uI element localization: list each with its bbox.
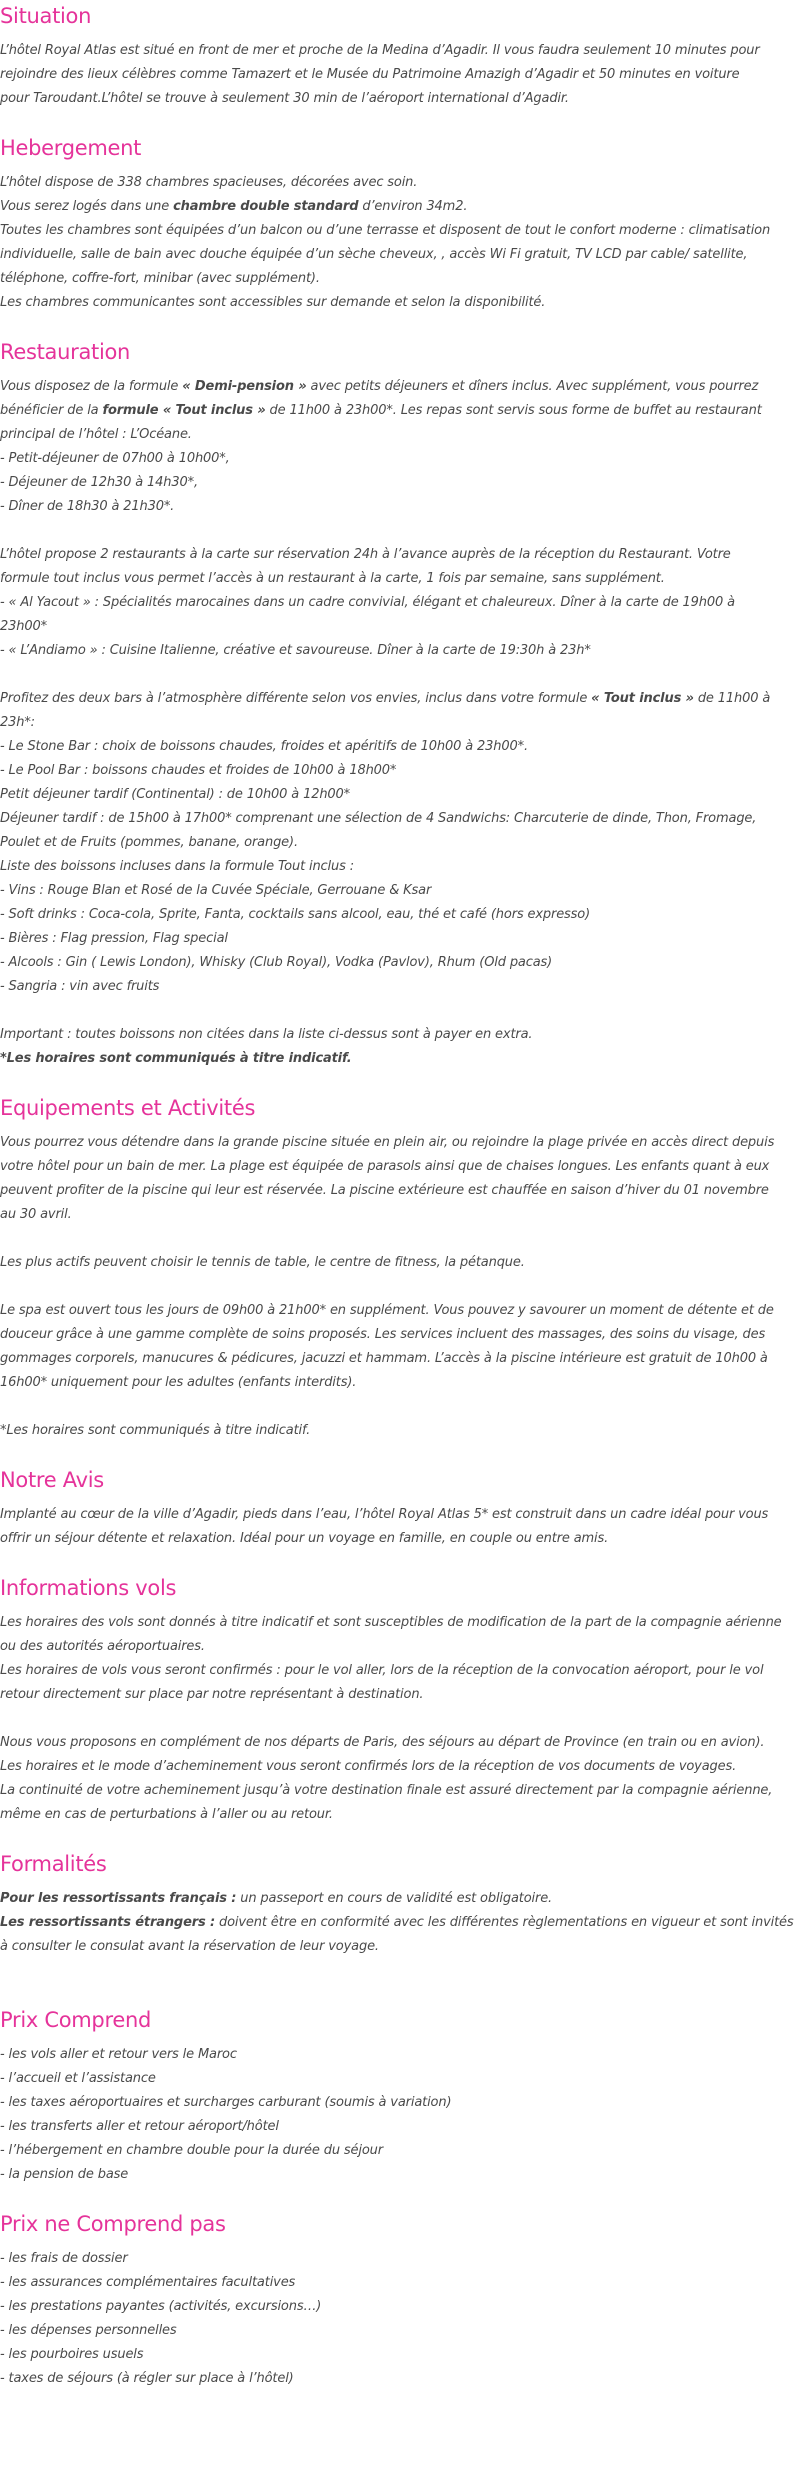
text-line: 23h*: [0,715,35,730]
text-line: - Le Stone Bar : choix de boissons chaudes, froides et apéritifs de 10h00 à 23h00*. [0,739,528,754]
text-line: Important : toutes boissons non citées dans la liste ci-dessus sont à payer en extra. [0,1027,533,1042]
text-line: individuelle, salle de bain avec douche équipée d’un sèche cheveux, , accès Wi Fi gratuit, TV LCD par cable/ satellite, [0,247,748,262]
text-line: douceur grâce à une gamme complète de soins proposés. Les services incluent des massages, des soins du visage, des [0,1327,766,1342]
section-title-avis: Notre Avis [0,1468,104,1492]
prix-ne-comprend-list [0,2247,758,2391]
text-line: Toutes les chambres sont équipées d’un balcon ou d’une terrasse et disposent de tout le confort moderne : climatisation [0,223,771,238]
section-title-formalites: Formalités [0,1852,107,1876]
text-line: L’hôtel propose 2 restaurants à la carte sur réservation 24h à l’avance auprès de la réception du Restaurant. Votre [0,547,731,562]
prix-comprend-list [0,2043,758,2187]
text-line: formule tout inclus vous permet l’accès à un restaurant à la carte, 1 fois par semaine, sans supplément. [0,571,665,586]
text-line: Les horaires et le mode d’acheminement vous seront confirmés lors de la réception de vos documents de voyages. [0,1759,737,1774]
text-line: Les plus actifs peuvent choisir le tennis de table, le centre de fitness, la pétanque. [0,1255,525,1270]
list-item: - les prestations payantes (activités, excursions…) [0,2299,322,2314]
text-line: principal de l’hôtel : L’Océane. [0,427,192,442]
text-line: Vous serez logés dans une chambre double standard d’environ 34m2. [0,199,468,214]
text-line: Les horaires de vols vous seront confirmés : pour le vol aller, lors de la réception de la convocation aéroport, pour le vol [0,1663,764,1678]
text-line: - Vins : Rouge Blan et Rosé de la Cuvée Spéciale, Gerrouane & Ksar [0,883,432,898]
restauration-text [0,375,771,1071]
list-item: - taxes de séjours (à régler sur place à l’hôtel) [0,2371,294,2386]
list-item: - les transferts aller et retour aéroport/hôtel [0,2119,279,2134]
text-line: - Sangria : vin avec fruits [0,979,160,994]
text-line: Vous pourrez vous détendre dans la grande piscine située en plein air, ou rejoindre la plage privée en accès direct depuis [0,1135,775,1150]
text-line: votre hôtel pour un bain de mer. La plage est équipée de parasols ainsi que de chaises longues. Les enfants quant à eux [0,1159,770,1174]
list-item: - les pourboires usuels [0,2347,144,2362]
avis-text [0,1503,769,1551]
text-line: *Les horaires sont communiqués à titre indicatif. [0,1423,311,1438]
text-line: - « L’Andiamo » : Cuisine Italienne, créative et savoureuse. Dîner à la carte de 19:30h à 23h* [0,643,591,658]
text-line: Implanté au cœur de la ville d’Agadir, pieds dans l’eau, l’hôtel Royal Atlas 5* est construit dans un cadre idéal pour vous [0,1507,769,1522]
text-line: - Soft drinks : Coca-cola, Sprite, Fanta, cocktails sans alcool, eau, thé et café (hors expresso) [0,907,591,922]
text-line: ou des autorités aéroportuaires. [0,1639,205,1654]
section-title-hebergement: Hebergement [0,136,142,160]
text-line: Profitez des deux bars à l’atmosphère différente selon vos envies, inclus dans votre formule « Tout inclus » de 11h00 à [0,691,771,706]
list-item: - la pension de base [0,2167,129,2182]
text-line: Déjeuner tardif : de 15h00 à 17h00* comprenant une sélection de 4 Sandwichs: Charcuterie de dinde, Thon, Fromage, [0,811,757,826]
text-line: 23h00* [0,619,47,634]
text-line: même en cas de perturbations à l’aller ou au retour. [0,1807,333,1822]
text-line: - Petit-déjeuner de 07h00 à 10h00*, [0,451,230,466]
text-line: Nous vous proposons en complément de nos départs de Paris, des séjours au départ de Province (en train ou en avion). [0,1735,765,1750]
section-title-prix-ne-comprend: Prix ne Comprend pas [0,2212,226,2236]
text-line: Poulet et de Fruits (pommes, banane, orange). [0,835,298,850]
section-title-vols: Informations vols [0,1576,177,1600]
text-line: - Dîner de 18h30 à 21h30*. [0,499,175,514]
hebergement-text [0,171,771,315]
text-line: Les chambres communicantes sont accessibles sur demande et selon la disponibilité. [0,295,546,310]
text-line: rejoindre des lieux célèbres comme Tamazert et le Musée du Patrimoine Amazigh d’Agadir et 50 minutes en voiture [0,67,740,82]
text-line: Vous disposez de la formule « Demi-pension » avec petits déjeuners et dîners inclus. Avec supplément, vous pourrez [0,379,759,394]
equipements-text [0,1131,775,1443]
text-line: - Alcools : Gin ( Lewis London), Whisky (Club Royal), Vodka (Pavlov), Rhum (Old pacas) [0,955,553,970]
formalites-text [0,1887,794,1959]
text-line: offrir un séjour détente et relaxation. Idéal pour un voyage en famille, en couple ou entre amis. [0,1531,609,1546]
text-line: La continuité de votre acheminement jusqu’à votre destination finale est assuré directement par la compagnie aérienne, [0,1783,773,1798]
list-item: - les taxes aéroportuaires et surcharges carburant (soumis à variation) [0,2095,452,2110]
text-line: 16h00* uniquement pour les adultes (enfants interdits). [0,1375,357,1390]
text-line: *Les horaires sont communiqués à titre indicatif. [0,1051,352,1066]
list-item: - les assurances complémentaires facultatives [0,2275,296,2290]
text-line: - « Al Yacout » : Spécialités marocaines dans un cadre convivial, élégant et chaleureux. Dîner à la carte de 19h00 à [0,595,735,610]
text-line: téléphone, coffre-fort, minibar (avec supplément). [0,271,320,286]
text-line: au 30 avril. [0,1207,72,1222]
text-line: L’hôtel Royal Atlas est situé en front de mer et proche de la Medina d’Agadir. Il vous faudra seulement 10 minutes pour [0,43,760,58]
text-line: - Déjeuner de 12h30 à 14h30*, [0,475,198,490]
text-line: retour directement sur place par notre représentant à destination. [0,1687,424,1702]
text-line: Pour les ressortissants français : un passeport en cours de validité est obligatoire. [0,1891,553,1906]
text-line: Les ressortissants étrangers : doivent être en conformité avec les différentes règlementations en vigueur et sont invités [0,1915,794,1930]
text-line: L’hôtel dispose de 338 chambres spacieuses, décorées avec soin. [0,175,418,190]
list-item: - l’accueil et l’assistance [0,2071,156,2086]
list-item: - l’hébergement en chambre double pour la durée du séjour [0,2143,383,2158]
vols-text [0,1611,782,1827]
section-title-prix-comprend: Prix Comprend [0,2008,151,2032]
text-line: pour Taroudant.L’hôtel se trouve à seulement 30 min de l’aéroport international d’Agadir. [0,91,569,106]
text-line: Le spa est ouvert tous les jours de 09h00 à 21h00* en supplément. Vous pouvez y savourer un moment de détente et de [0,1303,774,1318]
list-item: - les frais de dossier [0,2251,128,2266]
section-title-equipements: Equipements et Activités [0,1096,256,1120]
text-line: - Le Pool Bar : boissons chaudes et froides de 10h00 à 18h00* [0,763,397,778]
text-line: - Bières : Flag pression, Flag special [0,931,228,946]
section-title-situation: Situation [0,4,92,28]
text-line: peuvent profiter de la piscine qui leur est réservée. La piscine extérieure est chauffée en saison d’hiver du 01 novembre [0,1183,769,1198]
section-title-restauration: Restauration [0,340,131,364]
list-item: - les dépenses personnelles [0,2323,177,2338]
text-line: Les horaires des vols sont donnés à titre indicatif et sont susceptibles de modification de la part de la compagnie aérienne [0,1615,782,1630]
text-line: à consulter le consulat avant la réservation de leur voyage. [0,1939,379,1954]
text-line: Liste des boissons incluses dans la formule Tout inclus : [0,859,354,874]
text-line: gommages corporels, manucures & pédicures, jacuzzi et hammam. L’accès à la piscine intérieure est gratuit de 10h00 à [0,1351,768,1366]
text-line: Petit déjeuner tardif (Continental) : de 10h00 à 12h00* [0,787,350,802]
list-item: - les vols aller et retour vers le Maroc [0,2047,237,2062]
text-line: bénéficier de la formule « Tout inclus » de 11h00 à 23h00*. Les repas sont servis sous forme de buffet au restaurant [0,403,762,418]
situation-text [0,39,758,111]
